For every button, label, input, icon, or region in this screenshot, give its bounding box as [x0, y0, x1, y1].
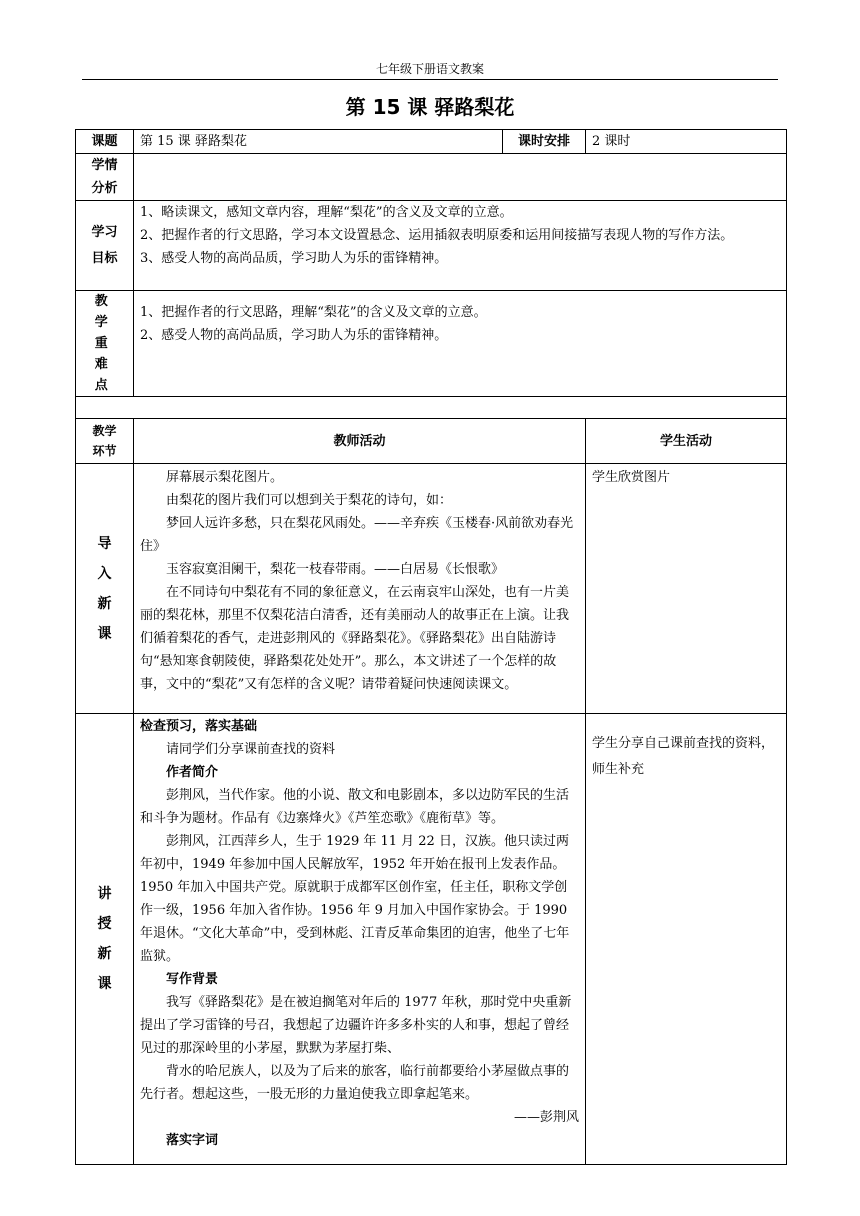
intro-label: 导入新课	[76, 464, 134, 714]
intro-paragraph: 在不同诗句中梨花有不同的象征意义，在云南哀牢山深处，也有一片美丽的梨花林，那里不仅梨花洁白清香，还有美丽动人的故事正在上演。让我们循着梨花的香气，走进彭荆风的《驿路梨花》。《驿路梨花》出自陆游诗句“悬知寒食朝陵使，驿路梨花处处开”。那么，本文讲述了一个怎样的故事，文中的“梨花”又有怎样的含义呢？请带着疑问快速阅读课文。	[140, 585, 570, 692]
key-points-label: 教学重难点	[76, 291, 134, 397]
intro-student-activity: 学生欣赏图片	[586, 464, 787, 714]
teacher-column-header: 教师活动	[134, 419, 586, 464]
author-heading: 作者简介	[166, 765, 219, 780]
intro-teacher-activity	[134, 464, 586, 714]
words-heading: 落实字词	[166, 1133, 219, 1148]
hours-label: 课时安排	[503, 130, 586, 154]
intro-paragraph: 由梨花的图片我们可以想到关于梨花的诗句，如：	[166, 493, 453, 508]
background-heading: 写作背景	[166, 972, 219, 987]
lecture-teacher-activity	[134, 714, 586, 1165]
stage-column-header: 教学环节	[76, 419, 134, 464]
topic-row	[76, 130, 787, 154]
analysis-row	[76, 154, 787, 201]
blank-row	[76, 397, 787, 419]
author-paragraph: 彭荆风，当代作家。他的小说、散文和电影剧本，多以边防军民的生活和斗争为题材。作品有《边寨烽火》《芦笙恋歌》《鹿衔草》等。	[140, 788, 570, 826]
background-signature: ——彭荆风	[513, 1110, 579, 1125]
hours-value: 2 课时	[586, 130, 787, 154]
objectives-label: 学习目标	[76, 201, 134, 291]
analysis-content	[134, 154, 787, 201]
intro-paragraph: 梦回人远许多愁，只在梨花风雨处。——辛弃疾《玉楼春·风前欲劝春光住》	[140, 516, 574, 554]
background-paragraph: 背水的哈尼族人，以及为了后来的旅客，临行前都要给小茅屋做点事的先行者。想起这些，一股无形的力量迫使我立即拿起笔来。	[140, 1064, 570, 1102]
key-points-row	[76, 291, 787, 397]
key-points-content	[134, 291, 787, 397]
intro-row	[76, 464, 787, 714]
objectives-row	[76, 201, 787, 291]
column-header-row	[76, 419, 787, 464]
topic-value: 第 15 课 驿路梨花	[134, 130, 503, 154]
lesson-plan-table	[75, 129, 787, 1165]
intro-paragraph: 屏幕展示梨花图片。	[166, 470, 284, 485]
lecture-student-activity	[586, 714, 787, 1165]
blank-cell	[76, 397, 787, 419]
objective-item: 2、把握作者的行文思路，学习本文设置悬念、运用插叙表明原委和运用间接描写表现人物的写作方法。	[140, 228, 734, 243]
intro-paragraph: 玉容寂寞泪阑干，梨花一枝春带雨。——白居易《长恨歌》	[166, 562, 505, 577]
lecture-student-text: 学生分享自己课前查找的资料，师生补充	[592, 736, 775, 777]
key-point-item: 2、感受人物的高尚品质，学习助人为乐的雷锋精神。	[140, 328, 448, 343]
lecture-heading: 检查预习，落实基础	[140, 719, 258, 734]
author-paragraph: 彭荆风，江西萍乡人，生于 1929 年 11 月 22 日，汉族。他只读过两年初中，1949 年参加中国人民解放军，1952 年开始在报刊上发表作品。1950 年加入中国共产党。原就职于成都军区创作室，任主任，职称文学创作一级，1956 年加入省作协。1956 年 9 月加入中国作家协会。于 1990 年退休。“文化大革命”中，受到林彪、江青反革命集团的迫害，他坐了七年监狱。	[140, 834, 570, 964]
objectives-content	[134, 201, 787, 291]
lecture-prompt: 请同学们分享课前查找的资料	[166, 742, 336, 757]
objective-item: 1、略读课文，感知文章内容，理解“梨花”的含义及文章的立意。	[140, 205, 513, 220]
student-column-header: 学生活动	[586, 419, 787, 464]
objective-item: 3、感受人物的高尚品质，学习助人为乐的雷锋精神。	[140, 251, 448, 266]
analysis-label: 学情分析	[76, 154, 134, 201]
lecture-row	[76, 714, 787, 1165]
page-title: 第 15 课 驿路梨花	[345, 95, 515, 119]
background-paragraph: 我写《驿路梨花》是在被迫搁笔对年后的 1977 年秋，那时党中央重新提出了学习雷锋的号召，我想起了边疆许许多多朴实的人和事，想起了曾经见过的那深岭里的小茅屋，默默为茅屋打柴、	[140, 995, 572, 1056]
header-divider	[82, 79, 778, 80]
topic-label: 课题	[76, 130, 134, 154]
key-point-item: 1、把握作者的行文思路，理解“梨花”的含义及文章的立意。	[140, 305, 487, 320]
lecture-label: 讲授新课	[76, 714, 134, 1165]
running-header: 七年级下册语文教案	[375, 62, 484, 76]
